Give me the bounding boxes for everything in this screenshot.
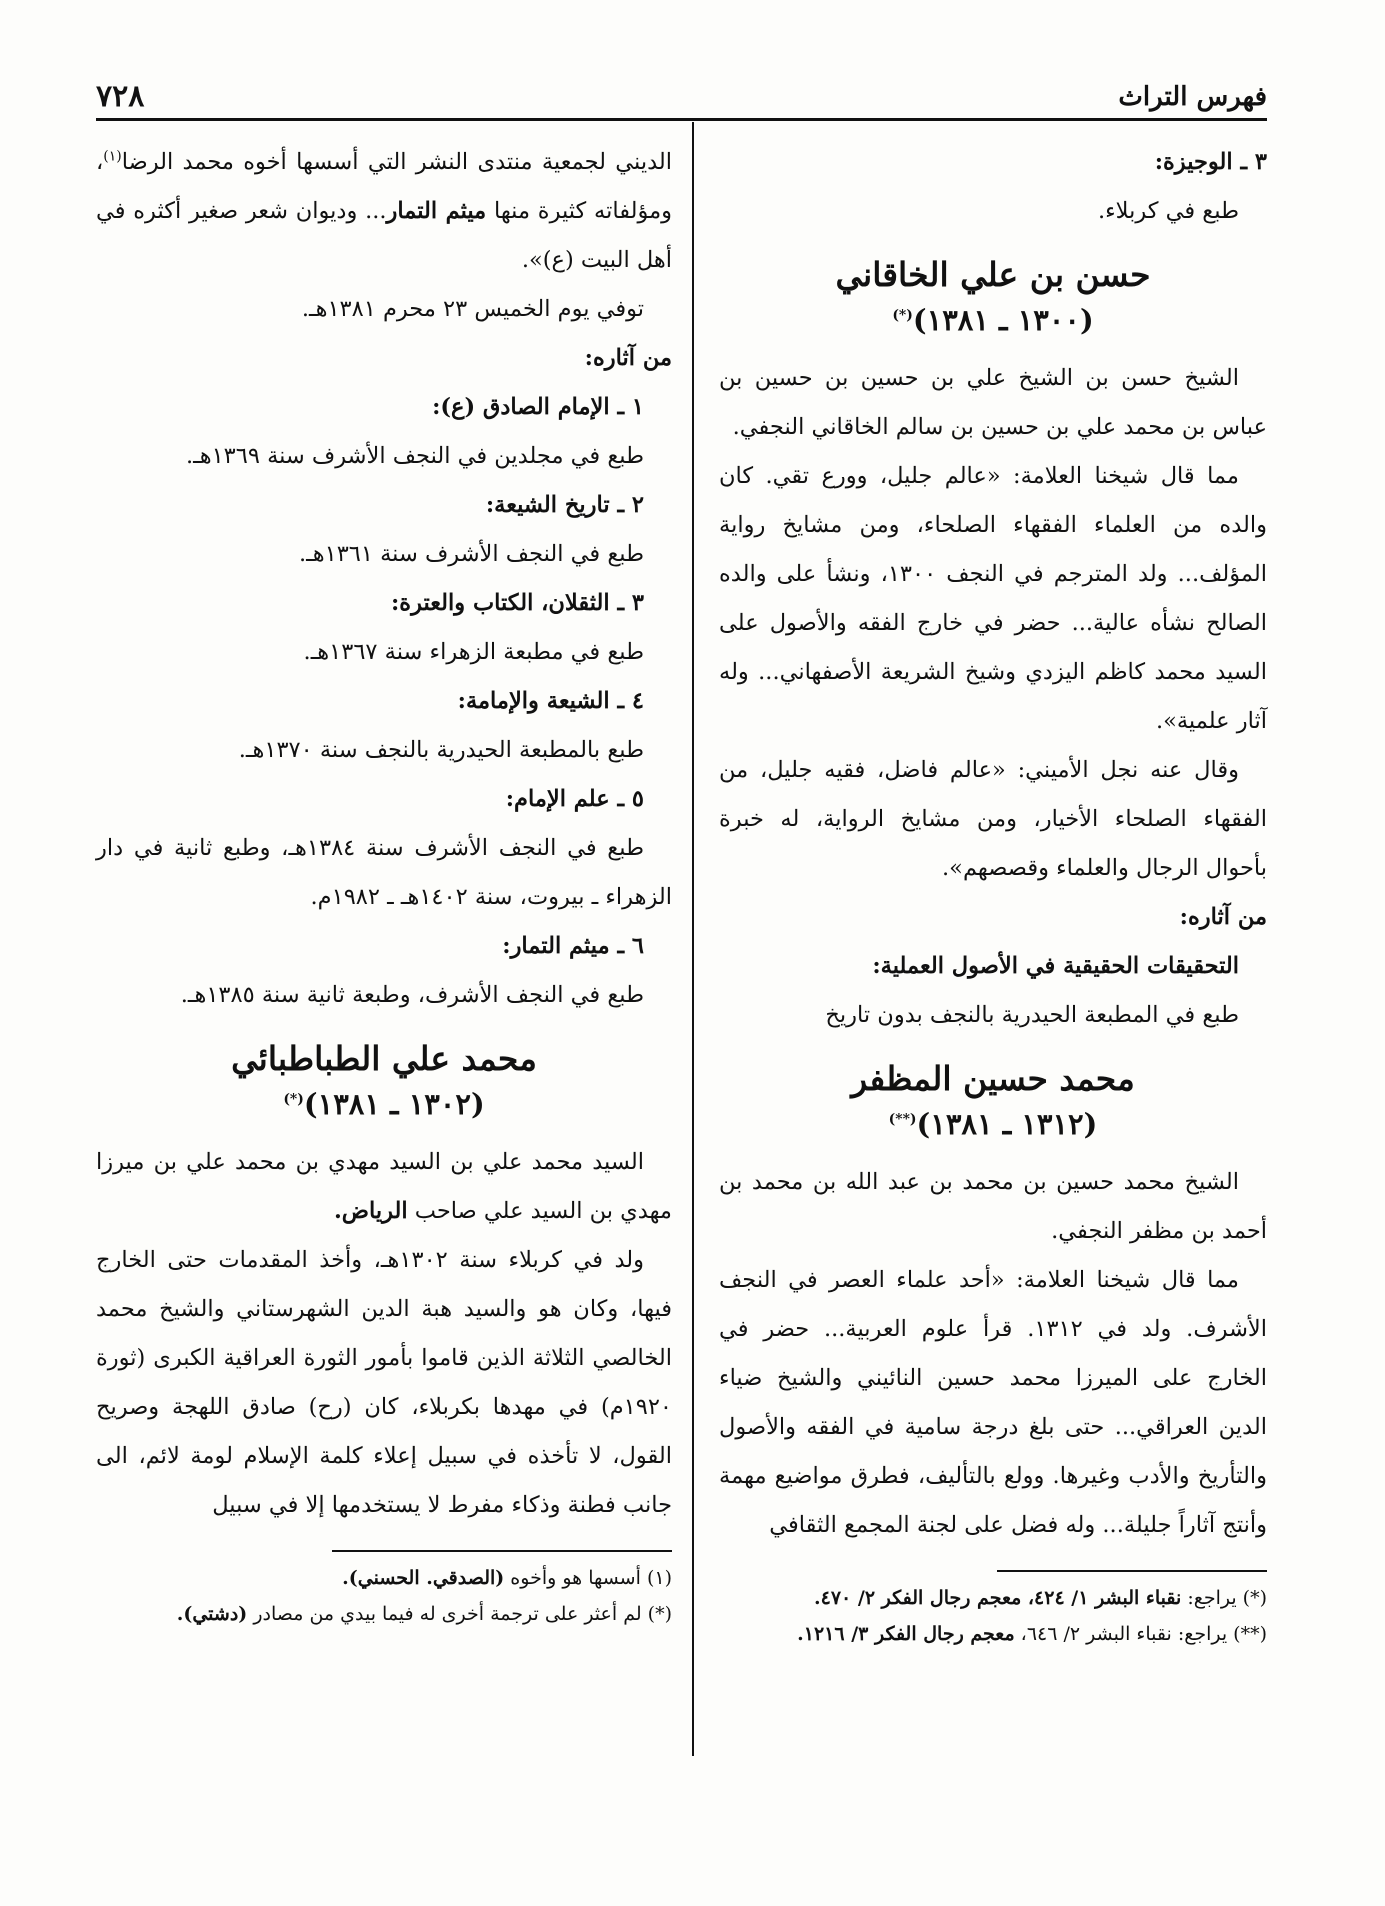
page-number: ٧٢٨ [96, 79, 145, 114]
work-title: ٤ ـ الشيعة والإمامة: [457, 688, 644, 714]
entry-dates-text: (١٣٠٢ ـ ١٣٨١) [303, 1087, 485, 1121]
entry-lineage: الشيخ حسن بن الشيخ علي بن حسين بن حسين بن عباس بن محمد علي بن حسين بن سالم الخاقاني النجفي. [719, 365, 1267, 440]
entry-dates [719, 1104, 1267, 1144]
entry-name: محمد حسين المظفر [851, 1059, 1135, 1098]
footnote-marker: (*) [1242, 1587, 1267, 1609]
work-text: طبع في مطبعة الزهراء سنة ١٣٦٧هـ. [303, 639, 644, 665]
footnote-source: (دشتي). [176, 1603, 248, 1625]
lineage-text: السيد محمد علي بن السيد مهدي بن محمد علي بن ميرزا مهدي بن السيد علي صاحب [96, 1149, 672, 1224]
entry-dates [96, 1084, 672, 1124]
footnote [719, 1616, 1267, 1652]
footnote-source: نقباء البشر ١/ ٤٢٤، معجم رجال الفكر ٢/ ٤٧٠. [814, 1587, 1182, 1609]
footnote-marker: (*) [283, 1091, 304, 1108]
footnote-rule [332, 1550, 672, 1552]
footnote [96, 1560, 672, 1596]
footnote-text: يراجع: نقباء البشر ٢/ ٦٤٦، [1014, 1623, 1234, 1645]
works-heading: من آثاره: [584, 345, 672, 371]
work-title: ٦ ـ ميثم التمار: [502, 933, 644, 959]
entry-lineage: الشيخ محمد حسين بن محمد بن عبد الله بن محمد بن أحمد بن مظفر النجفي. [719, 1169, 1267, 1244]
work-title: ٢ ـ تاريخ الشيعة: [485, 492, 644, 518]
work-text: طبع في النجف الأشرف سنة ١٣٨٤هـ، وطبع ثانية في دار الزهراء ـ بيروت، سنة ١٤٠٢هـ ـ ١٩٨٢م. [96, 835, 672, 910]
entry-dates-text: (١٣١٢ ـ ١٣٨١) [916, 1107, 1098, 1141]
book-title: ميثم التمار [386, 198, 487, 224]
footnote-marker: (١) [103, 148, 122, 165]
entry-dates [719, 300, 1267, 340]
footnote-text: أسسها هو وأخوه [504, 1567, 647, 1589]
footnote [719, 1580, 1267, 1616]
work-text: طبع في النجف الأشرف، وطبعة ثانية سنة ١٣٨٥هـ. [180, 982, 644, 1008]
left-column [96, 138, 672, 1632]
footnote-rule [997, 1570, 1267, 1572]
footnote-marker: (**) [1233, 1623, 1267, 1645]
footnote-text: لم أعثر على ترجمة أخرى له فيما بيدي من مصادر [247, 1603, 648, 1625]
work-text: طبع في المطبعة الحيدرية بالنجف بدون تاريخ [825, 1002, 1239, 1028]
footnotes [96, 1560, 672, 1632]
footnote [96, 1596, 672, 1632]
footnote-source: معجم رجال الفكر ٣/ ١٢١٦. [797, 1623, 1015, 1645]
footnote-marker: (١) [646, 1567, 672, 1589]
intro-item-title: ٣ ـ الوجيزة: [1154, 149, 1267, 175]
death-date: توفي يوم الخميس ٢٣ محرم ١٣٨١هـ. [301, 296, 644, 322]
intro-item-text: طبع في كربلاء. [1097, 198, 1239, 224]
footnote-marker: (*) [892, 307, 913, 324]
footnote-marker: (**) [888, 1111, 917, 1128]
entry-lineage [96, 1138, 672, 1236]
entry-quote: مما قال شيخنا العلامة: «عالم جليل، وورع تقي. كان والده من العلماء الفقهاء الصلحاء، ومن مشايخ رواية المؤلف... ولد المترجم في النجف ١٣٠٠، ونشأ على والده الصالح نشأه عالية... حضر في خارج الفقه والأصول على السيد محمد كاظم اليزدي وشيخ الشريعة الأصفهاني... وله آثار علمية». [719, 463, 1267, 734]
lineage-bold: الرياض. [333, 1198, 408, 1224]
work-title: التحقيقات الحقيقية في الأصول العملية: [872, 953, 1239, 979]
work-title: ١ ـ الإمام الصادق (ع): [432, 394, 644, 420]
right-column [719, 138, 1267, 1652]
footnotes [719, 1580, 1267, 1652]
continuation-text: ، ومؤلفاته كثيرة منها [96, 149, 672, 224]
column-divider [692, 122, 694, 1756]
work-text: طبع في النجف الأشرف سنة ١٣٦١هـ. [299, 541, 644, 567]
continuation-text: ... وديوان شعر صغير أكثره في أهل البيت (ع)». [96, 198, 672, 273]
footnote-marker: (*) [647, 1603, 672, 1625]
continuation-text: الديني لجمعية منتدى النشر التي أسسها أخوه محمد الرضا [121, 149, 672, 175]
entry-quote: مما قال شيخنا العلامة: «أحد علماء العصر في النجف الأشرف. ولد في ١٣١٢. قرأ علوم العربية... حضر في الخارج على الميرزا محمد حسين النائيني والشيخ ضياء الدين العراقي... حتى بلغ درجة سامية في الفقه والأصول والتأريخ والأدب وغيرها. وولع بالتأليف، فطرق مواضيع مهمة وأنتج آثاراً جليلة... وله فضل على لجنة المجمع الثقافي [719, 1267, 1268, 1538]
running-title: فهرس التراث [1118, 82, 1267, 112]
continuation-paragraph [96, 138, 672, 285]
entry-dates-text: (١٣٠٠ ـ ١٣٨١) [912, 303, 1094, 337]
work-text: طبع بالمطبعة الحيدرية بالنجف سنة ١٣٧٠هـ. [238, 737, 644, 763]
page-header [96, 62, 1267, 121]
entry-name: حسن بن علي الخاقاني [835, 255, 1151, 294]
footnote-source: (الصدقي. الحسني). [342, 1567, 505, 1589]
footnote-text: يراجع: [1181, 1587, 1243, 1609]
work-text: طبع في مجلدين في النجف الأشرف سنة ١٣٦٩هـ. [185, 443, 644, 469]
work-title: ٥ ـ علم الإمام: [505, 786, 644, 812]
entry-bio: ولد في كربلاء سنة ١٣٠٢هـ، وأخذ المقدمات حتى الخارج فيها، وكان هو والسيد هبة الدين الشهرستاني والشيخ محمد الخالصي الثلاثة الذين قاموا بأمور الثورة العراقية الكبرى (ثورة ١٩٢٠م) في مهدها بكربلاء، كان (رح) صادق اللهجة وصريح القول، لا تأخذه في سبيل إعلاء كلمة الإسلام لومة لائم، الى جانب فطنة وذكاء مفرط لا يستخدمها إلا في سبيل [96, 1247, 672, 1518]
entry-quote: وقال عنه نجل الأميني: «عالم فاضل، فقيه جليل، من الفقهاء الصلحاء الأخيار، ومن مشايخ الرواية، له خبرة بأحوال الرجال والعلماء وقصصهم». [719, 757, 1267, 881]
entry-name: محمد علي الطباطبائي [231, 1039, 537, 1078]
works-heading: من آثاره: [1179, 904, 1267, 930]
work-title: ٣ ـ الثقلان، الكتاب والعترة: [391, 590, 644, 616]
